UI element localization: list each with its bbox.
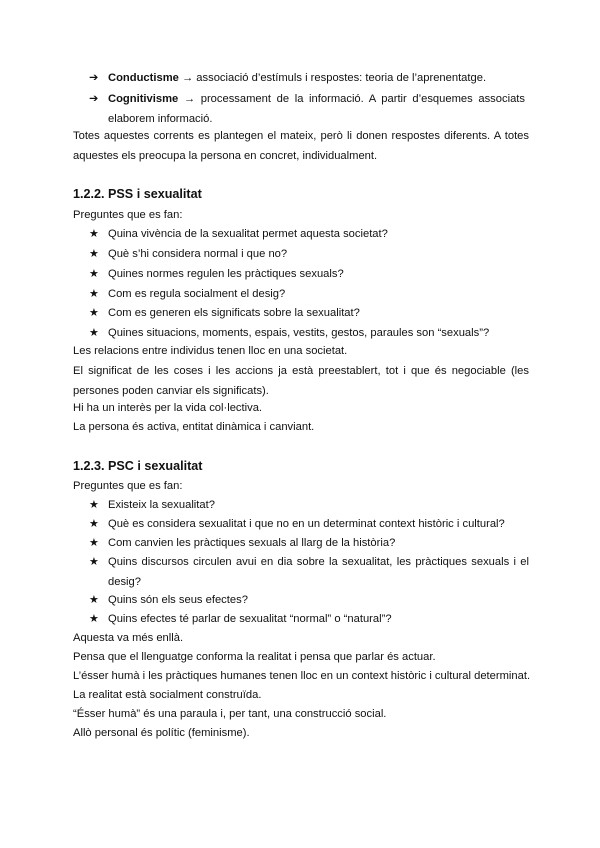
text-line: “Ésser humà” és una paraula i, per tant, una construcció social. <box>73 708 387 720</box>
arrow-list-item <box>89 68 525 88</box>
item-text: → associació d’estímuls i respostes: teoria de l’aprenentatge. <box>178 72 487 84</box>
question-text: Què es considera sexualitat i que no en un determinat context històric i cultural? <box>108 518 505 530</box>
item-text: → processament de la informació. A partir d’esquemes associats elaborem informació. <box>108 93 525 125</box>
question-text: Què s’hi considera normal i que no? <box>108 248 288 260</box>
question-text: Com es regula socialment el desig? <box>108 288 286 300</box>
list-item <box>89 533 529 553</box>
star-bullet-icon: ★ <box>89 288 99 300</box>
text-line: Aquesta va més enllà. <box>73 632 184 644</box>
term-conductisme: Conductisme <box>108 72 179 84</box>
star-bullet-icon: ★ <box>89 537 99 549</box>
question-text: Com es generen els significats sobre la sexualitat? <box>108 307 360 319</box>
star-bullet-icon: ★ <box>89 518 99 530</box>
questions-label: Preguntes que es fan: <box>73 480 183 492</box>
list-item <box>89 303 529 323</box>
text-line: L’ésser humà i les pràctiques humanes tenen lloc en un context històric i cultural determinat. <box>73 670 531 682</box>
star-bullet-icon: ★ <box>89 268 99 280</box>
question-text: Com canvien les pràctiques sexuals al llarg de la història? <box>108 537 396 549</box>
star-bullet-icon: ★ <box>89 307 99 319</box>
list-item <box>89 552 529 592</box>
list-item <box>89 284 529 304</box>
list-item <box>89 244 529 264</box>
list-item <box>89 264 529 284</box>
text-line: Les relacions entre individus tenen lloc en una societat. <box>73 345 348 357</box>
text-line: La persona és activa, entitat dinàmica i canviant. <box>73 421 315 433</box>
questions-label: Preguntes que es fan: <box>73 209 183 221</box>
question-text: Quins són els seus efectes? <box>108 594 248 606</box>
text-line: Allò personal és polític (feminisme). <box>73 727 250 739</box>
arrow-list-item <box>89 89 525 129</box>
question-text: Quina vivència de la sexualitat permet aquesta societat? <box>108 228 388 240</box>
text-line: La realitat està socialment construïda. <box>73 689 262 701</box>
section-heading-pss: 1.2.2. PSS i sexualitat <box>73 187 202 201</box>
arrow-bullet-icon: ➔ <box>89 72 99 84</box>
question-text: Quins efectes té parlar de sexualitat “normal” o “natural”? <box>108 613 392 625</box>
text-paragraph: El significat de les coses i les accions ja està preestablert, tot i que és negociable (les persones poden canviar els significats). <box>73 365 529 397</box>
section-heading-psc: 1.2.3. PSC i sexualitat <box>73 459 203 473</box>
question-text: Quines situacions, moments, espais, vestits, gestos, paraules son “sexuals”? <box>108 327 490 339</box>
text-line: Pensa que el llenguatge conforma la realitat i pensa que parlar és actuar. <box>73 651 436 663</box>
star-bullet-icon: ★ <box>89 327 99 339</box>
star-bullet-icon: ★ <box>89 594 99 606</box>
question-text: Quins discursos circulen avui en dia sobre la sexualitat, les pràctiques sexuals i el desig? <box>108 556 529 588</box>
list-item <box>89 323 529 343</box>
list-item <box>89 495 529 515</box>
list-item <box>89 224 529 244</box>
question-text: Quines normes regulen les pràctiques sexuals? <box>108 268 344 280</box>
star-bullet-icon: ★ <box>89 613 99 625</box>
intro-paragraph: Totes aquestes corrents es plantegen el mateix, però li donen respostes diferents. A totes aquestes els preocupa la persona en concret, individualment. <box>73 130 529 162</box>
text-line: Hi ha un interès per la vida col·lectiva. <box>73 402 263 414</box>
star-bullet-icon: ★ <box>89 228 99 240</box>
star-bullet-icon: ★ <box>89 556 99 568</box>
question-text: Existeix la sexualitat? <box>108 499 215 511</box>
star-bullet-icon: ★ <box>89 499 99 511</box>
term-cognitivisme: Cognitivisme <box>108 93 179 105</box>
list-item <box>89 514 529 534</box>
list-item <box>89 590 529 610</box>
list-item <box>89 609 529 629</box>
star-bullet-icon: ★ <box>89 248 99 260</box>
arrow-bullet-icon: ➔ <box>89 93 99 105</box>
